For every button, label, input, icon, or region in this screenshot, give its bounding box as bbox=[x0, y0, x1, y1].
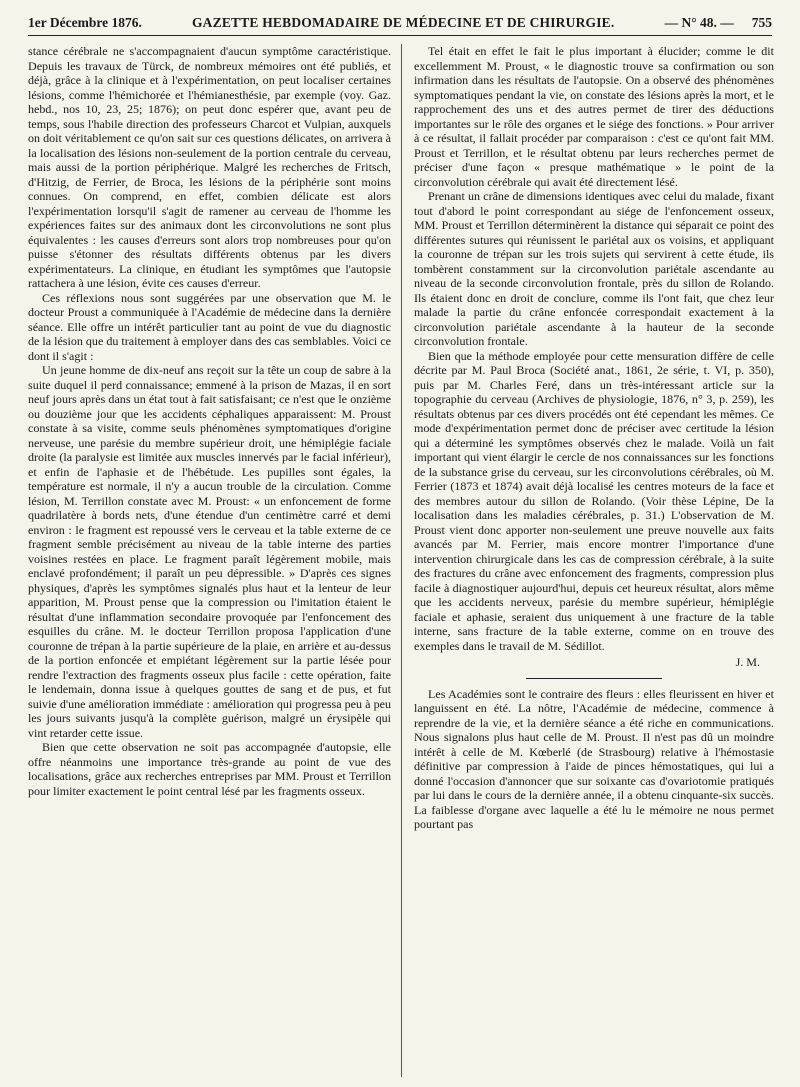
right-column bbox=[401, 44, 774, 1077]
issue-number: — N° 48. — bbox=[664, 15, 734, 30]
header-date: 1er Décembre 1876. bbox=[28, 15, 142, 30]
header-right bbox=[665, 15, 772, 31]
paragraph: Un jeune homme de dix-neuf ans reçoit sur la tête un coup de sabre à la suite duquel il perd connaissance; emmené à la prison de Mazas, il en sort neuf jours après dans un état tout à fait satisfaisant; ce n'est que le onzième ou douzième jour que les accidents céphaliques apparaissent: M. Proust constate à sa visite, comme seuls phénomènes symptomatiques d'origine nerveuse, une parésie du membre supérieur droit, une hémiplégie faciale droite (la paralysie est limitée aux muscles innervés par le facial inférieur), et enfin de l'aphasie et de l'hébétude. Les pupilles sont égales, la température est normale, il n'y a aucun trouble de la circulation. Comme lésion, M. Terrillon constate avec M. Proust: « un enfoncement de forme quadrilatère à bords nets, d'une étendue d'un centimètre carré et demi environ : le fragment est repoussé vers le cerveau et la table externe de ce fragment semble précisément au niveau de la table interne des parties voisines restées en place. Le fragment paraît légèrement mobile, mais enclavé profondément; il paraît un peu dépressible. » D'après ces signes physiques, d'après les symptômes signalés plus haut et la lenteur de leur apparition, M. Proust pense que la compression ou l'imitation étaient le résultat d'une inflammation secondaire provoquée par l'enfoncement des esquilles du crâne. M. le docteur Terrillon proposa l'application d'une couronne de trépan à la partie supérieure de la plaie, en arrière et au-dessus de la portion enfoncée et empiétant légèrement sur la partie lésée pour rendre l'extraction des fragments osseux plus facile : cette opération, faite le lendemain, donna issue à quelques gouttes de sang et de pus, et fut suivie d'une amélioration immédiate : amélioration qui progressa peu à peu les jours suivants jusqu'à la complète guérison, malgré un érysipèle qui vint retarder cette issue. bbox=[28, 363, 391, 740]
journal-title: GAZETTE HEBDOMADAIRE DE MÉDECINE ET DE CHIRURGIE. bbox=[191, 15, 615, 30]
paragraph: stance cérébrale ne s'accompagnaient d'aucun symptôme caractéristique. Depuis les travaux de Türck, de nombreux mémoires ont été publiés, et déjà, grâce à la clinique et à l'expérimentation, on peut localiser certaines lésions, comme l'hémichorée et l'hémianesthésie, par exemple (voy. Gaz. hebd., nos 10, 23, 25; 1876); on peut donc espérer que, avant peu de temps, sous l'habile direction des professeurs Charcot et Vulpian, auxquels on doit véritablement ce qu'on sait sur ces questions délicates, on arrivera à la localisation des lésions non-seulement de la portion centrale du cerveau, mais aussi de la portion périphérique. Malgré les recherches de Fritsch, d'Hitzig, de Ferrier, de Broca, les lésions de la périphérie sont moins connues. On comprend, en effet, combien délicate est alors l'expérimentation lorsqu'il s'agit de ramener au cerveau de l'homme les expériences faites sur des animaux dont les circonvolutions ne sont plus équivalentes : les causes d'erreurs sont alors trop nombreuses pour qu'on puisse s'étonner des résultats différents obtenus par les divers expérimentateurs. La clinique, en étudiant les symptômes que l'autopsie rattachera à une lésion, évite ces causes d'erreur. bbox=[28, 44, 391, 290]
paragraph: Les Académies sont le contraire des fleurs : elles fleurissent en hiver et languissent en été. La nôtre, l'Académie de médecine, commence à reprendre de la vie, et la dernière séance a été riche en communications. Nous signalons plus haut celle de M. Proust. Il n'est pas dû un moindre intérêt à celle de M. Kœberlé (de Strasbourg) relative à l'hémostasie définitive par compression à l'aide de pinces hémostatiques, qui lui a donné l'occasion d'annoncer que sur soixante cas d'ovariotomie pratiqués par lui dans le cours de la dernière année, il a obtenu cinquante-six succès. La faiblesse d'organe avec laquelle a été lu le mémoire ne nous permet pourtant pas bbox=[414, 686, 774, 831]
left-column bbox=[28, 44, 401, 1077]
author-signature: J. M. bbox=[735, 655, 760, 669]
text-columns bbox=[28, 44, 774, 1077]
paragraph: Bien que cette observation ne soit pas accompagnée d'autopsie, elle offre néanmoins une importance très-grande au point de vue des localisations, grâce aux recherches entreprises par MM. Proust et Terrillon pour limiter exactement le point central lésé par les fragments osseux. bbox=[28, 740, 391, 798]
page-number: 755 bbox=[751, 15, 772, 30]
paragraph: Bien que la méthode employée pour cette mensuration diffère de celle décrite par M. Paul Broca (Société anat., 1861, 2e série, t. VI, p. 350), puis par M. Charles Feré, dans un très-intéressant article sur la topographie du cerveau (Archives de physiologie, 1876, n° 3, p. 259), les résultats obtenus par ces divers procédés ont été cependant les mêmes. Ce mode d'expérimentation permet donc de préciser avec certitude la lésion qui a déterminé les symptômes observés chez le malade. Voilà un fait important qui vient élargir le cercle de nos connaissances sur les fonctions de la substance grise du cerveau, sur les circonvolutions cérébrales, où M. Ferrier (1873 et 1874) avait déjà localisé les centres moteurs de la face et des membres autour du sillon de Rolando. (Voir thèse Lépine, De la localisation dans les maladies cérébrales, p. 31.) L'observation de M. Proust vient donc apporter non-seulement une preuve nouvelle aux faits avancés par M. Ferrier, mais encore montrer l'importance d'une intervention chirurgicale dans les cas de compression cérébrale, à la suite des fractures du crâne avec enfoncement des fragments, compression plus facile à diagnostiquer aujourd'hui, depuis cet heureux résultat, alors même que les accidents nerveux, parésie du membre supérieur, hémiplégie faciale et aphasie, seraient dus uniquement à une fracture de la table interne, sans fracture de la table externe, comme on en trouve des exemples dans le travail de M. Sédillot. bbox=[414, 348, 774, 653]
paragraph: Prenant un crâne de dimensions identiques avec celui du malade, fixant tout d'abord le point correspondant au siége de l'enfoncement osseux, MM. Proust et Terrillon déterminèrent la distance qui séparait ce point des différentes sutures qui réunissent le pariétal aux os voisins, et appliquant la couronne de trépan sur les trois sujets qui servirent à cette étude, ils tombèrent constamment sur la circonvolution pariétale ascendante au niveau de la seconde circonvolution frontale, près du sillon de Rolando. Ils étaient donc en droit de conclure, comme ils l'ont fait, que chez leur malade la partie du crâne enfoncée correspondait exactement à la circonvolution pariétale ascendante à la hauteur de la seconde circonvolution frontale. bbox=[414, 189, 774, 348]
section-divider bbox=[526, 678, 663, 679]
page-header bbox=[28, 6, 772, 36]
paragraph: Ces réflexions nous sont suggérées par une observation que M. le docteur Proust a communiquée à l'Académie de médecine dans la dernière séance. Elle offre un intérêt particulier tant au point de vue du diagnostic de la lésion que du traitement à employer dans des cas semblables. Voici ce dont il s'agit : bbox=[28, 290, 391, 363]
paragraph: Tel était en effet le fait le plus important à élucider; comme le dit excellemment M. Proust, « le diagnostic trouve sa confirmation ou son infirmation dans les résultats de l'autopsie. On a observé des phénomènes symptomatiques pendant la vie, on constate des lésions après la mort, et le rapprochement des uns et des autres permet de tirer des déductions importantes sur le rôle des organes et le siége des fonctions. » Pour arriver à ce résultat, il fallait procéder par comparaison : c'est ce qu'ont fait MM. Proust et Terrillon, et le résultat obtenu par leurs recherches permet de préciser d'une façon « presque mathématique » le point de la circonvolution cérébrale qui avait été directement lésé. bbox=[414, 44, 774, 189]
